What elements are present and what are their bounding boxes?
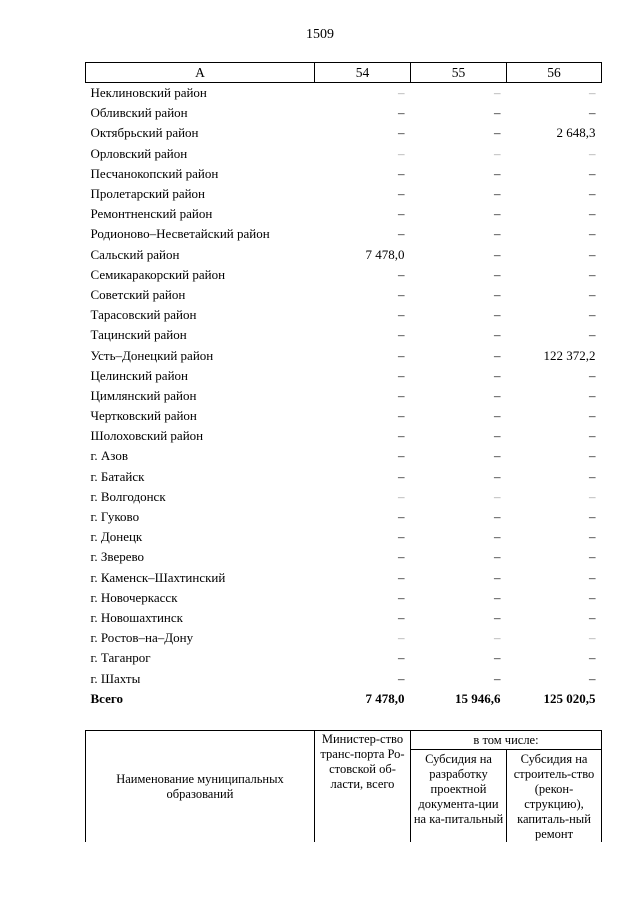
cell-55: – [494, 589, 501, 605]
cell-56: – [589, 468, 596, 484]
table-row [86, 648, 602, 668]
row-name: Неклиновский район [90, 85, 207, 101]
cell-56: – [589, 569, 596, 585]
row-name: г. Каменск–Шахтинский [90, 569, 226, 585]
cell-55: – [494, 226, 501, 242]
row-name: Советский район [90, 286, 186, 302]
cell-55: – [494, 266, 501, 282]
cell-55: – [494, 609, 501, 625]
table-row [86, 224, 602, 244]
cell-55: – [494, 125, 501, 141]
total-label: Всего [90, 690, 123, 706]
table-row [86, 144, 602, 164]
cell-54: – [398, 509, 405, 525]
cell-55: – [494, 408, 501, 424]
cell-55: – [494, 569, 501, 585]
table-row [86, 568, 602, 588]
cell-55: – [494, 327, 501, 343]
table-row [86, 103, 602, 123]
cell-56: – [589, 307, 596, 323]
row-name: Ремонтненский район [90, 206, 213, 222]
cell-55: – [494, 145, 501, 161]
cell-56: – [589, 246, 596, 262]
row-name: г. Ростов–на–Дону [90, 630, 194, 646]
table-row [86, 204, 602, 224]
row-name: Тацинский район [90, 327, 187, 343]
cell-56: – [589, 529, 596, 545]
municipalities-header: Наименование муниципальных образований [86, 731, 315, 843]
cell-54: – [398, 609, 405, 625]
table-row [86, 507, 602, 527]
cell-55: – [494, 387, 501, 403]
cell-56: – [589, 589, 596, 605]
table-row [86, 285, 602, 305]
table-body [86, 83, 602, 709]
cell-54: – [398, 226, 405, 242]
total-54: 7 478,0 [365, 690, 405, 706]
cell-56: – [589, 85, 596, 101]
table-row [86, 325, 602, 345]
cell-55: – [494, 650, 501, 666]
row-name: г. Гуково [90, 509, 140, 525]
table-row [86, 184, 602, 204]
cell-54: – [398, 569, 405, 585]
cell-56: – [589, 509, 596, 525]
cell-54: – [398, 468, 405, 484]
row-name: Тарасовский район [90, 307, 197, 323]
row-name: Семикаракорский район [90, 266, 226, 282]
table-row [86, 487, 602, 507]
row-name: Родионово–Несветайский район [90, 226, 270, 242]
cell-55: – [494, 428, 501, 444]
row-name: г. Батайск [90, 468, 145, 484]
cell-55: – [494, 186, 501, 202]
cell-54: – [398, 408, 405, 424]
total-55: 15 946,6 [455, 690, 501, 706]
cell-54: – [398, 165, 405, 181]
row-name: Целинский район [90, 367, 188, 383]
cell-54: – [398, 549, 405, 565]
table-row [86, 467, 602, 487]
cell-55: – [494, 367, 501, 383]
cell-54: – [398, 105, 405, 121]
cell-56: – [589, 387, 596, 403]
cell-54: – [398, 488, 405, 504]
col-header-54: 54 [315, 63, 411, 83]
table-row [86, 83, 602, 104]
cell-55: – [494, 488, 501, 504]
table-row [86, 446, 602, 466]
table-row [86, 245, 602, 265]
row-name: г. Шахты [90, 670, 141, 686]
cell-55: – [494, 468, 501, 484]
table-row [86, 164, 602, 184]
cell-55: – [494, 246, 501, 262]
header-row [86, 63, 602, 83]
cell-55: – [494, 286, 501, 302]
cell-54: – [398, 448, 405, 464]
col-header-a: А [86, 63, 315, 83]
cell-55: – [494, 509, 501, 525]
cell-55: – [494, 448, 501, 464]
table-row [86, 608, 602, 628]
row-name: г. Новошахтинск [90, 609, 183, 625]
table-row [86, 305, 602, 325]
cell-54: – [398, 428, 405, 444]
including-header: в том числе: [411, 731, 602, 750]
cell-55: – [494, 670, 501, 686]
table-row [86, 668, 602, 688]
row-name: Орловский район [90, 145, 188, 161]
table-row [86, 265, 602, 285]
cell-54: – [398, 286, 405, 302]
data-table [85, 62, 602, 709]
cell-56: – [589, 488, 596, 504]
row-name: г. Новочеркасск [90, 589, 178, 605]
cell-56: – [589, 206, 596, 222]
row-name: Обливский район [90, 105, 188, 121]
cell-56: – [589, 448, 596, 464]
cell-55: – [494, 206, 501, 222]
cell-56: – [589, 226, 596, 242]
cell-54: – [398, 186, 405, 202]
table-row [86, 628, 602, 648]
cell-54: – [398, 327, 405, 343]
col-header-55: 55 [411, 63, 507, 83]
cell-54: – [398, 206, 405, 222]
table-row [86, 527, 602, 547]
cell-54: – [398, 670, 405, 686]
cell-56: – [589, 630, 596, 646]
table-row [86, 366, 602, 386]
cell-56: – [589, 367, 596, 383]
cell-56: – [589, 549, 596, 565]
cell-54: – [398, 145, 405, 161]
cell-55: – [494, 105, 501, 121]
page-number: 1509 [306, 27, 334, 42]
table-row [86, 426, 602, 446]
table-row [86, 406, 602, 426]
cell-56: – [589, 286, 596, 302]
row-name: Сальский район [90, 246, 180, 262]
cell-56: – [589, 408, 596, 424]
next-table-header [85, 730, 602, 842]
row-name: Цимлянский район [90, 387, 197, 403]
cell-54: – [398, 650, 405, 666]
cell-54: – [398, 125, 405, 141]
cell-56: 122 372,2 [543, 347, 596, 363]
row-name: Шолоховский район [90, 428, 204, 444]
cell-56: – [589, 670, 596, 686]
row-name: г. Донецк [90, 529, 143, 545]
subsidy-construction-header: Субсидия на строитель-ство (рекон-струкцию), капиталь-ный ремонт [507, 750, 602, 843]
cell-54: – [398, 529, 405, 545]
cell-56: – [589, 609, 596, 625]
cell-56: – [589, 105, 596, 121]
cell-54: – [398, 589, 405, 605]
table-row [86, 345, 602, 365]
cell-56: 2 648,3 [556, 125, 596, 141]
subsidy-design-header: Субсидия на разработку проектной документа-ции на ка-питальный [411, 750, 507, 843]
row-name: Пролетарский район [90, 186, 206, 202]
table-row [86, 547, 602, 567]
total-56: 125 020,5 [543, 690, 596, 706]
row-name: Усть–Донецкий район [90, 347, 214, 363]
cell-54: – [398, 307, 405, 323]
cell-56: – [589, 327, 596, 343]
cell-56: – [589, 186, 596, 202]
cell-55: – [494, 165, 501, 181]
cell-54: – [398, 367, 405, 383]
cell-55: – [494, 549, 501, 565]
cell-55: – [494, 85, 501, 101]
col-header-56: 56 [507, 63, 602, 83]
cell-56: – [589, 145, 596, 161]
cell-56: – [589, 428, 596, 444]
cell-56: – [589, 165, 596, 181]
cell-54: – [398, 85, 405, 101]
row-name: Чертковский район [90, 408, 197, 424]
total-row [86, 689, 602, 709]
table-row [86, 386, 602, 406]
cell-54: – [398, 266, 405, 282]
cell-55: – [494, 529, 501, 545]
cell-54: – [398, 387, 405, 403]
cell-56: – [589, 266, 596, 282]
cell-54: – [398, 347, 405, 363]
cell-55: – [494, 347, 501, 363]
cell-56: – [589, 650, 596, 666]
row-name: г. Зверево [90, 549, 145, 565]
row-name: Песчанокопский район [90, 165, 219, 181]
table-row [86, 588, 602, 608]
table-row [86, 123, 602, 143]
ministry-header: Министер-ство транс-порта Ро-стовской об-ласти, всего [315, 731, 411, 843]
cell-54: – [398, 630, 405, 646]
row-name: Октябрьский район [90, 125, 199, 141]
row-name: г. Волгодонск [90, 488, 166, 504]
cell-55: – [494, 307, 501, 323]
row-name: г. Таганрог [90, 650, 151, 666]
cell-55: – [494, 630, 501, 646]
cell-54: 7 478,0 [365, 246, 405, 262]
row-name: г. Азов [90, 448, 128, 464]
